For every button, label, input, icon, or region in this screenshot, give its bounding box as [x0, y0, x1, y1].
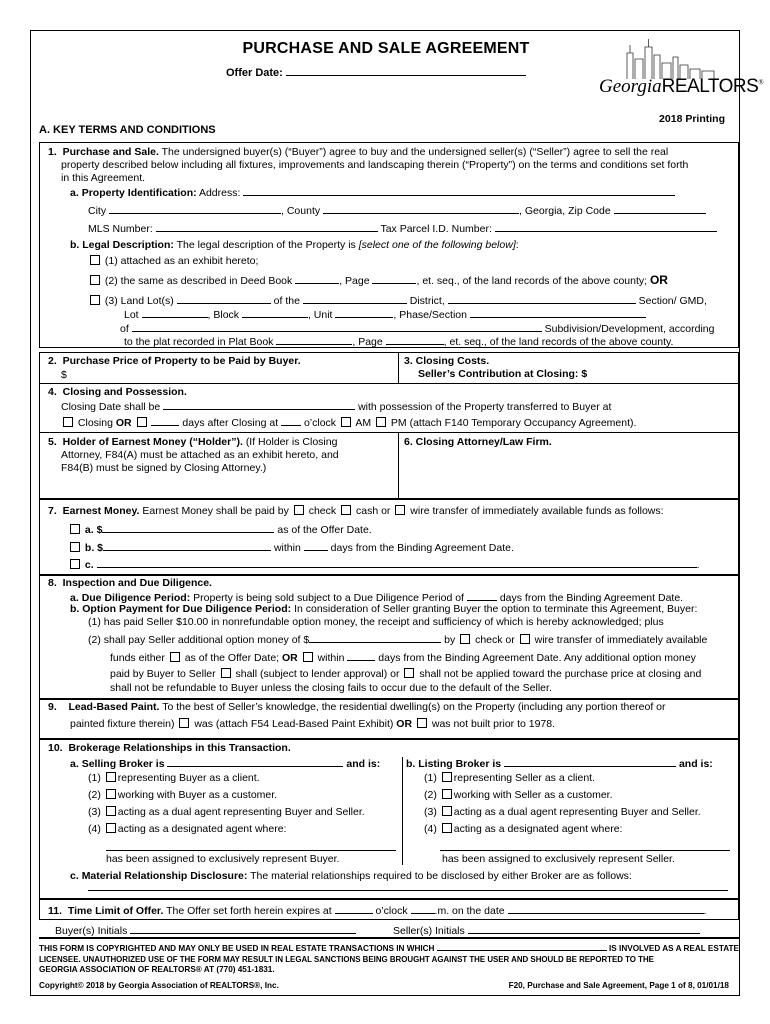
- em-a-checkbox[interactable]: [70, 524, 80, 534]
- s8a-end: days from the Binding Agreement Date.: [499, 592, 684, 604]
- district-field[interactable]: [303, 293, 407, 304]
- em-b-checkbox[interactable]: [70, 542, 80, 552]
- deed-page-label: , Page: [339, 275, 370, 287]
- em-c-end: .: [696, 559, 700, 571]
- legal-opt2-text: (2) the same as described in Deed Book: [104, 275, 293, 287]
- s1b-colon: :: [515, 239, 519, 251]
- logo-wordmark: [599, 75, 764, 99]
- form-title: PURCHASE AND SALE AGREEMENT: [242, 40, 530, 57]
- option-days-field[interactable]: [347, 650, 375, 661]
- s8a-title: Due Diligence Period:: [81, 592, 191, 604]
- option-within-checkbox[interactable]: [303, 652, 313, 662]
- s2-number: 2.: [48, 355, 57, 367]
- buyer-initials-field[interactable]: [130, 923, 356, 934]
- s8-shall-not: shall not be applied toward the purchase price at closing and: [419, 668, 702, 680]
- s9-title: Lead-Based Paint.: [68, 701, 160, 713]
- possession-or: OR: [115, 417, 132, 429]
- brokers-divider: [402, 757, 403, 865]
- s8-funds-either: funds either: [110, 652, 165, 664]
- city-label: City: [88, 205, 107, 217]
- county-field[interactable]: [323, 203, 519, 214]
- s9-text-2a: painted fixture therein): [70, 718, 175, 730]
- s11-text: The Offer set forth herein expires at: [166, 905, 332, 917]
- list-opt3-num: (3): [424, 806, 437, 818]
- sell-opt2-num: (2): [88, 789, 101, 801]
- option-wire-checkbox[interactable]: [520, 634, 530, 644]
- logo-caps: REALTORS: [661, 76, 759, 97]
- option-check-label: check or: [475, 634, 515, 646]
- offer-date-row: [226, 65, 526, 81]
- lead-was-checkbox[interactable]: [179, 718, 189, 728]
- footer-l3: GEORGIA ASSOCIATION OF REALTORS® AT (770) 451-1831.: [39, 964, 275, 974]
- sell-opt4-text: acting as a designated agent where:: [117, 823, 287, 835]
- section-9-box: [39, 699, 739, 739]
- option-wire-label: wire transfer of immediately available: [534, 634, 708, 646]
- s3-title: 3. Closing Costs.: [404, 355, 490, 367]
- section-a-heading: A. KEY TERMS AND CONDITIONS: [39, 124, 216, 136]
- s1-number: 1.: [48, 146, 57, 158]
- price-dollar: $: [61, 369, 67, 381]
- land-lot-field[interactable]: [177, 293, 271, 304]
- expire-date-field[interactable]: [508, 903, 704, 914]
- option-shall-not-checkbox[interactable]: [404, 668, 414, 678]
- s1b-text: The legal description of the Property is: [176, 239, 356, 251]
- days-after-label: days after Closing at: [182, 417, 279, 429]
- oclock-field[interactable]: [281, 415, 301, 426]
- s6-title: 6. Closing Attorney/Law Firm.: [404, 436, 552, 448]
- em-check-checkbox[interactable]: [294, 505, 304, 515]
- am-label: AM: [355, 417, 372, 429]
- option-shall-checkbox[interactable]: [221, 668, 231, 678]
- designated-agent-seller-field[interactable]: [440, 850, 730, 851]
- s1-text-3: in this Agreement.: [61, 172, 146, 184]
- s8b-title: Option Payment for Due Diligence Period:: [82, 603, 292, 615]
- s9-text-2b: was (attach F54 Lead-Based Paint Exhibit): [194, 718, 394, 730]
- section-10-box: [39, 739, 739, 899]
- s1b-label: b.: [70, 239, 80, 251]
- legal-opt1-text: (1) attached as an exhibit hereto;: [104, 255, 259, 267]
- section-gmd-label: Section/ GMD,: [638, 295, 707, 307]
- em-c-field[interactable]: [97, 557, 697, 568]
- s7-text: Earnest Money shall be paid by: [142, 505, 289, 517]
- em-c-label: c.: [84, 559, 94, 571]
- s1b-title: Legal Description:: [82, 239, 174, 251]
- listing-broker-field[interactable]: [504, 756, 676, 767]
- mls-label: MLS Number:: [88, 223, 153, 235]
- plat-book-field[interactable]: [276, 334, 352, 345]
- block-field[interactable]: [242, 307, 308, 318]
- assigned-buyer-text: has been assigned to exclusively represent Buyer.: [106, 853, 340, 865]
- buyer-initials-label: Buyer(s) Initials: [55, 925, 128, 937]
- list-opt4-text: acting as a designated agent where:: [453, 823, 623, 835]
- s1-text-1: The undersigned buyer(s) (“Buyer”) agree to buy and the undersigned seller(s) (“Seller”) agree to sell the real: [161, 146, 669, 158]
- plat-page-label: , Page: [352, 336, 383, 348]
- plat-end: , et. seq., of the land records of the above county.: [443, 336, 674, 348]
- sell-opt3-text: acting as a dual agent representing Buyer and Seller.: [117, 806, 365, 818]
- legal-opt2-end: , et. seq., of the land records of the above county;: [416, 275, 648, 287]
- s10c-label: c.: [70, 870, 79, 882]
- sell-opt1-checkbox[interactable]: [106, 772, 116, 782]
- s8b-p2: (2) shall pay Seller additional option money of $: [88, 634, 310, 646]
- s9-number: 9.: [48, 701, 57, 713]
- of-label: of: [120, 323, 129, 335]
- em-a-label: a. $: [84, 524, 103, 536]
- section-8-box: [39, 575, 739, 699]
- list-opt2-text: working with Seller as a customer.: [453, 789, 613, 801]
- possession-text: with possession of the Property transferred to Buyer at: [358, 401, 612, 413]
- legal-opt1-checkbox[interactable]: [90, 255, 100, 265]
- block-label: , Block: [207, 309, 240, 321]
- legal-opt3-checkbox[interactable]: [90, 295, 100, 305]
- em-check-label: check: [308, 505, 337, 517]
- s5-text-1: (If Holder is Closing: [245, 436, 338, 448]
- divider-5: [40, 432, 738, 433]
- deed-book-field[interactable]: [295, 273, 339, 284]
- s2-title: Purchase Price of Property to be Paid by Buyer.: [62, 355, 301, 367]
- em-wire-checkbox[interactable]: [395, 505, 405, 515]
- s8a-text: Property is being sold subject to a Due Diligence Period of: [193, 592, 464, 604]
- sell-opt2-text: working with Buyer as a customer.: [117, 789, 278, 801]
- address-label: Address:: [198, 187, 241, 199]
- days-after-field[interactable]: [151, 415, 179, 426]
- list-opt1-checkbox[interactable]: [442, 772, 452, 782]
- s7-number: 7.: [48, 505, 57, 517]
- legal-opt2-or: OR: [649, 273, 668, 287]
- list-opt4-num: (4): [424, 823, 437, 835]
- expire-ampm-field[interactable]: [411, 903, 435, 914]
- s11-oclock: o’clock: [375, 905, 408, 917]
- sell-opt1-text: representing Buyer as a client.: [117, 772, 260, 784]
- list-opt2-checkbox[interactable]: [442, 789, 452, 799]
- district-label: District,: [409, 295, 445, 307]
- assigned-seller-text: has been assigned to exclusively represent Seller.: [442, 853, 675, 865]
- closing-date-field[interactable]: [163, 399, 355, 410]
- s5-title: Holder of Earnest Money (“Holder”).: [62, 436, 243, 448]
- list-opt4-checkbox[interactable]: [442, 823, 452, 833]
- selling-broker-label: Selling Broker is: [81, 758, 165, 770]
- unit-label: , Unit: [307, 309, 333, 321]
- s8-title: Inspection and Due Diligence.: [62, 577, 212, 589]
- skyline-icon: [599, 39, 735, 79]
- subdivision-field[interactable]: [132, 321, 542, 332]
- s1-text-2: property described below including all fixtures, improvements and landscaping therein (“Property”) on the terms and conditions set forth: [61, 159, 689, 171]
- s5-s6-divider: [398, 432, 399, 500]
- listing-label-b: b.: [406, 758, 416, 770]
- s8b-label: b.: [70, 603, 80, 615]
- option-check-checkbox[interactable]: [460, 634, 470, 644]
- em-cash-checkbox[interactable]: [341, 505, 351, 515]
- s1a-label: a.: [70, 187, 79, 199]
- lot-field[interactable]: [142, 307, 208, 318]
- plat-book-label: to the plat recorded in Plat Book: [124, 336, 274, 348]
- s7-title: Earnest Money.: [62, 505, 140, 517]
- county-label: , County: [281, 205, 321, 217]
- listing-broker-label: Listing Broker is: [418, 758, 502, 770]
- pm-label: PM (attach F140 Temporary Occupancy Agreement).: [390, 417, 637, 429]
- seller-initials-label: Seller(s) Initials: [393, 925, 465, 937]
- s8-within: within: [317, 652, 345, 664]
- s11-number: 11.: [48, 905, 63, 917]
- dd-days-field[interactable]: [467, 590, 497, 601]
- s10-title: Brokerage Relationships in this Transaction.: [68, 742, 291, 754]
- s4-number: 4.: [48, 386, 57, 398]
- city-field[interactable]: [109, 203, 281, 214]
- possession-days-checkbox[interactable]: [137, 417, 147, 427]
- option-money-field[interactable]: [309, 632, 441, 643]
- am-checkbox[interactable]: [341, 417, 351, 427]
- s9-text-1: To the best of Seller’s knowledge, the residential dwelling(s) on the Property (including any portion thereof or: [162, 701, 666, 713]
- phase-field[interactable]: [470, 307, 646, 318]
- s5-number: 5.: [48, 436, 57, 448]
- tax-parcel-label: Tax Parcel I.D. Number:: [380, 223, 492, 235]
- s8-l3-end: days from the Binding Agreement Date. Any additional option money: [378, 652, 696, 664]
- zip-label: , Georgia, Zip Code: [519, 205, 611, 217]
- em-cash-label: cash or: [356, 505, 391, 517]
- em-b-days-field[interactable]: [304, 540, 328, 551]
- lot-label: Lot: [124, 309, 139, 321]
- listing-and-is: and is:: [678, 758, 713, 770]
- list-opt1-num: (1): [424, 772, 437, 784]
- section-gmd-field[interactable]: [448, 293, 636, 304]
- s10-number: 10.: [48, 742, 63, 754]
- s9-or: OR: [396, 718, 413, 730]
- designated-agent-buyer-field[interactable]: [106, 850, 396, 851]
- sell-opt4-num: (4): [88, 823, 101, 835]
- em-b-within: within: [273, 542, 301, 554]
- possession-closing-label: Closing: [77, 417, 113, 429]
- s5-text-2: Attorney, F84(A) must be attached as an exhibit hereto, and: [61, 449, 339, 461]
- list-opt3-text: acting as a dual agent representing Buyer and Seller.: [453, 806, 701, 818]
- s8b-by: by: [444, 634, 456, 646]
- plat-page-field[interactable]: [386, 334, 444, 345]
- tax-parcel-field[interactable]: [495, 221, 717, 232]
- footer-notice: [39, 942, 739, 976]
- s8b-p1: (1) has paid Seller $10.00 in nonrefundable option money, the receipt and sufficiency of which is hereby acknowledged; plus: [88, 616, 664, 628]
- s11-title: Time Limit of Offer.: [67, 905, 164, 917]
- em-b-end: days from the Binding Agreement Date.: [330, 542, 514, 554]
- s8-number: 8.: [48, 577, 57, 589]
- s9-text-2c: was not built prior to 1978.: [431, 718, 556, 730]
- seller-initials-field[interactable]: [468, 923, 700, 934]
- material-relationship-field[interactable]: [88, 890, 728, 891]
- price-field[interactable]: [70, 368, 370, 378]
- s11-m: .m. on the date: [434, 905, 505, 917]
- deed-page-field[interactable]: [372, 273, 416, 284]
- selling-broker-field[interactable]: [167, 756, 343, 767]
- lead-was-not-checkbox[interactable]: [417, 718, 427, 728]
- legal-opt2-checkbox[interactable]: [90, 275, 100, 285]
- section-11-box: [39, 899, 739, 920]
- option-offer-date-checkbox[interactable]: [170, 652, 180, 662]
- s8-paid-by: paid by Buyer to Seller: [110, 668, 216, 680]
- expire-time-field[interactable]: [335, 903, 373, 914]
- selling-label-a: a.: [70, 758, 79, 770]
- s8-l5: shall not be refundable to Buyer unless the closing fails to occur due to the default of the Seller.: [110, 682, 552, 694]
- s1a-title: Property Identification:: [81, 187, 197, 199]
- selling-and-is: and is:: [346, 758, 381, 770]
- em-a-end: as of the Offer Date.: [277, 524, 372, 536]
- s8-or: OR: [282, 652, 298, 664]
- em-b-amount-field[interactable]: [103, 540, 271, 551]
- section-1-box: [39, 142, 739, 348]
- of-the-label: of the: [273, 295, 300, 307]
- sell-opt2-checkbox[interactable]: [106, 789, 116, 799]
- list-opt1-text: representing Seller as a client.: [453, 772, 596, 784]
- em-c-checkbox[interactable]: [70, 559, 80, 569]
- s11-end: .: [703, 905, 707, 917]
- em-b-label: b. $: [84, 542, 104, 554]
- sell-opt4-checkbox[interactable]: [106, 823, 116, 833]
- footer-form-id: F20, Purchase and Sale Agreement, Page 1 of 8, 01/01/18: [508, 981, 729, 990]
- logo-script: Georgia: [599, 76, 662, 97]
- section-7-box: [39, 499, 739, 575]
- zip-field[interactable]: [614, 203, 706, 214]
- closing-date-label: Closing Date shall be: [61, 401, 161, 413]
- footer-l2: LICENSEE. UNAUTHORIZED USE OF THE FORM MAY RESULT IN LEGAL SANCTIONS BEING BROUGHT AGAINST THE USER AND SHOULD BE REPORTED TO THE: [39, 954, 654, 964]
- sections-2-6-box: [39, 352, 739, 499]
- possession-closing-checkbox[interactable]: [63, 417, 73, 427]
- sell-opt1-num: (1): [88, 772, 101, 784]
- s10c-text: The material relationships required to be disclosed by either Broker are as follows:: [250, 870, 632, 882]
- footer-rule: [39, 937, 739, 939]
- phase-label: , Phase/Section: [393, 309, 467, 321]
- s2-s3-divider: [398, 353, 399, 383]
- list-opt2-num: (2): [424, 789, 437, 801]
- s8a-label: a.: [70, 592, 79, 604]
- subdivision-label: Subdivision/Development, according: [544, 323, 715, 335]
- footer-l1b: IS INVOLVED AS A REAL ESTATE: [609, 944, 739, 953]
- sell-opt3-checkbox[interactable]: [106, 806, 116, 816]
- s8b-text: In consideration of Seller granting Buyer the option to terminate this Agreement, Buyer:: [294, 603, 698, 615]
- s10c-title: Material Relationship Disclosure:: [81, 870, 248, 882]
- address-field[interactable]: [243, 185, 675, 196]
- list-opt3-checkbox[interactable]: [442, 806, 452, 816]
- s3-contribution: Seller’s Contribution at Closing: $: [418, 368, 588, 380]
- divider-4: [40, 383, 738, 384]
- s1b-italic: [select one of the following below]: [358, 239, 516, 251]
- s1-title: Purchase and Sale.: [62, 146, 159, 158]
- offer-date-label: Offer Date:: [226, 67, 283, 79]
- footer-l1a: THIS FORM IS COPYRIGHTED AND MAY ONLY BE USED IN REAL ESTATE TRANSACTIONS IN WHICH: [39, 944, 435, 953]
- s8-offer-date: as of the Offer Date;: [184, 652, 280, 664]
- pm-checkbox[interactable]: [376, 417, 386, 427]
- printing-year: 2018 Printing: [659, 113, 725, 125]
- oclock-label: o’clock: [303, 417, 337, 429]
- mls-field[interactable]: [156, 221, 378, 232]
- sell-opt3-num: (3): [88, 806, 101, 818]
- s8-shall: shall (subject to lender approval) or: [235, 668, 400, 680]
- s4-title: Closing and Possession.: [62, 386, 187, 398]
- land-lot-label: (3) Land Lot(s): [104, 295, 174, 307]
- em-a-amount-field[interactable]: [102, 522, 274, 533]
- unit-field[interactable]: [335, 307, 393, 318]
- s5-text-3: F84(B) must be signed by Closing Attorney.): [61, 462, 267, 474]
- licensee-field[interactable]: [437, 942, 607, 951]
- em-wire-label: wire transfer of immediately available funds as follows:: [410, 505, 664, 517]
- footer-copyright: Copyright© 2018 by Georgia Association of REALTORS®, Inc.: [39, 981, 279, 990]
- logo-mark: ®: [758, 78, 764, 87]
- offer-date-field[interactable]: [286, 65, 526, 76]
- georgia-realtors-logo: [599, 39, 764, 109]
- form-page: [30, 30, 764, 996]
